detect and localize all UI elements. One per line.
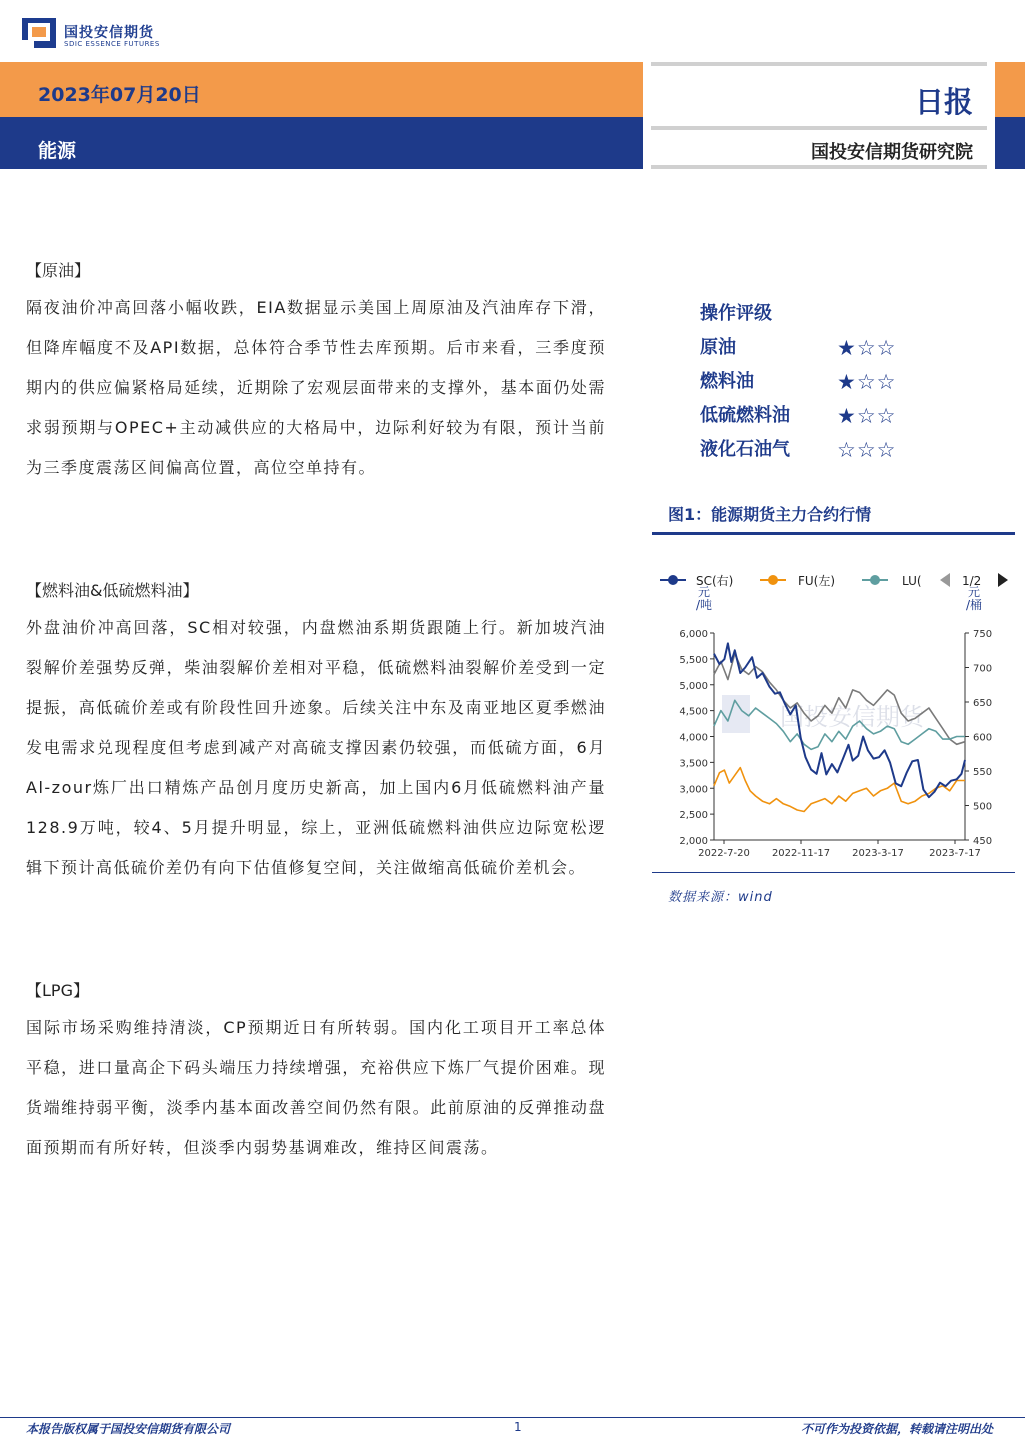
- rating-name: 液化石油气: [700, 439, 790, 460]
- rating-panel: [700, 300, 1000, 470]
- rating-stars: ★☆☆: [837, 404, 897, 428]
- institute-name: 国投安信期货研究院: [811, 142, 973, 163]
- header-rule-bottom: [651, 165, 987, 169]
- header-edge-bands: [995, 62, 1025, 169]
- rating-title: 操作评级: [700, 303, 772, 324]
- logo-en-text: SDIC ESSENCE FUTURES: [64, 40, 160, 48]
- footer-rule: [0, 1417, 1025, 1418]
- y-right-tick-label: 700: [973, 663, 993, 675]
- y-left-tick-label: 3,500: [679, 758, 708, 770]
- legend-page: 1/2: [962, 574, 982, 588]
- x-tick-label: 2023-7-17: [929, 848, 981, 859]
- footer-copyright: 本报告版权属于国投安信期货有限公司: [26, 1422, 231, 1436]
- rating-name: 低硫燃料油: [700, 405, 790, 426]
- chart-legend: [660, 573, 1008, 588]
- section-title-crude: 【原油】: [26, 261, 91, 280]
- y-right-tick-label: 600: [973, 732, 993, 744]
- y-left-tick-label: 5,000: [679, 680, 708, 692]
- report-date: 2023年07月20日: [38, 84, 201, 106]
- y-left-tick-label: 4,000: [679, 732, 708, 744]
- logo-mark-icon: [22, 18, 56, 48]
- rating-name: 原油: [700, 337, 736, 358]
- series-line-fu: [714, 768, 965, 812]
- section-body-crude: 隔夜油价冲高回落小幅收跌，EIA数据显示美国上周原油及汽油库存下滑，但降库幅度不及API数据，总体符合季节性去库预期。后市来看，三季度预期内的供应偏紧格局延续，近期除了宏观层面带来的支撑外，基本面仍处需求弱预期与OPEC+主动减供应的大格局中，边际利好较为有限，预计当前为三季度震荡区间偏高位置，高位空单持有。: [26, 298, 606, 477]
- y-right-tick-label: 550: [973, 767, 993, 778]
- energy-futures-chart: [652, 565, 1015, 865]
- legend-label-fu[interactable]: FU(左): [798, 574, 836, 588]
- y-left-tick-label: 4,500: [679, 706, 708, 718]
- y-right-tick-label: 450: [973, 836, 993, 847]
- unit-right-line2: /桶: [966, 598, 983, 612]
- logo-cn-text: 国投安信期货: [64, 25, 154, 41]
- rating-stars: ☆☆☆: [837, 438, 897, 462]
- section-title-lpg: 【LPG】: [26, 981, 89, 1000]
- section-title-fuel: 【燃料油&低硫燃料油】: [26, 581, 199, 600]
- rating-row-fuel-oil: [700, 368, 1000, 402]
- section-body-lpg: 国际市场采购维持清淡，CP预期近日有所转弱。国内化工项目开工率总体平稳，进口量高企下码头端压力持续增强，充裕供应下炼厂气提价困难。现货端维持弱平衡，淡季内基本面改善空间仍然有限。此前原油的反弹推动盘面预期而有所好转，但淡季内弱势基调难改，维持区间震荡。: [26, 1018, 606, 1157]
- x-tick-label: 2022-7-20: [698, 848, 750, 859]
- rating-row-low-sulfur: [700, 402, 1000, 436]
- sector-band: [0, 117, 643, 169]
- legend-marker-sc: [668, 575, 678, 585]
- report-type: 日报: [914, 85, 973, 119]
- y-right-tick-label: 650: [973, 698, 993, 709]
- company-logo: [22, 16, 162, 52]
- legend-label-sc[interactable]: SC(右): [696, 574, 734, 588]
- legend-next-icon[interactable]: [998, 573, 1008, 587]
- unit-left-line1: 元: [698, 585, 711, 599]
- legend-prev-icon[interactable]: [940, 573, 950, 587]
- y-left-tick-label: 3,000: [679, 784, 708, 796]
- header-rule-middle: [651, 126, 987, 130]
- y-right-tick-label: 750: [973, 629, 993, 640]
- report-sector: 能源: [38, 140, 77, 162]
- legend-marker-fu: [768, 575, 778, 585]
- y-left-tick-label: 2,500: [679, 810, 708, 822]
- y-left-tick-label: 2,000: [679, 836, 708, 847]
- chart-watermark: 国投安信期货: [780, 703, 924, 731]
- unit-right-line1: 元: [968, 585, 981, 599]
- footer-disclaimer: 不可作为投资依据，转载请注明出处: [800, 1422, 993, 1436]
- legend-marker-lu: [870, 575, 880, 585]
- section-body-fuel: 外盘油价冲高回落，SC相对较强，内盘燃油系期货跟随上行。新加坡汽油裂解价差强势反弹，柴油裂解价差相对平稳，低硫燃料油裂解价差受到一定提振，高低硫价差或有阶段性回升迹象。后续关注中东及南亚地区夏季燃油发电需求兑现程度但考虑到减产对高硫支撑因素仍较强，而低硫方面，6月Al-zour炼厂出口精炼产品创月度历史新高，加上国内6月低硫燃料油产量128.9万吨，较4、5月提升明显，综上，亚洲低硫燃料油供应边际宽松逻辑下预计高低硫价差仍有向下估值修复空间，关注做缩高低硫价差机会。: [26, 618, 606, 877]
- unit-left-line2: /吨: [696, 598, 713, 612]
- rating-name: 燃料油: [700, 371, 754, 392]
- rating-stars: ★☆☆: [837, 336, 897, 360]
- y-right-tick-label: 500: [973, 801, 993, 813]
- figure-title: 图1：能源期货主力合约行情: [668, 505, 872, 524]
- figure-bottom-rule: [652, 872, 1015, 873]
- x-tick-label: 2022-11-17: [771, 848, 831, 859]
- footer-page-number: 1: [514, 1420, 522, 1434]
- figure-source: 数据来源：wind: [668, 890, 773, 905]
- y-left-tick-label: 5,500: [679, 654, 708, 666]
- rating-stars: ★☆☆: [837, 370, 897, 394]
- chart-axes: [679, 629, 992, 859]
- rating-row-crude: [700, 334, 1000, 368]
- rating-row-lpg: [700, 436, 1000, 470]
- y-left-tick-label: 6,000: [679, 629, 708, 640]
- legend-label-lu[interactable]: LU(: [902, 574, 922, 588]
- figure-title-rule: [652, 532, 1015, 535]
- x-tick-label: 2023-3-17: [852, 848, 904, 859]
- header-rule-top: [651, 62, 987, 66]
